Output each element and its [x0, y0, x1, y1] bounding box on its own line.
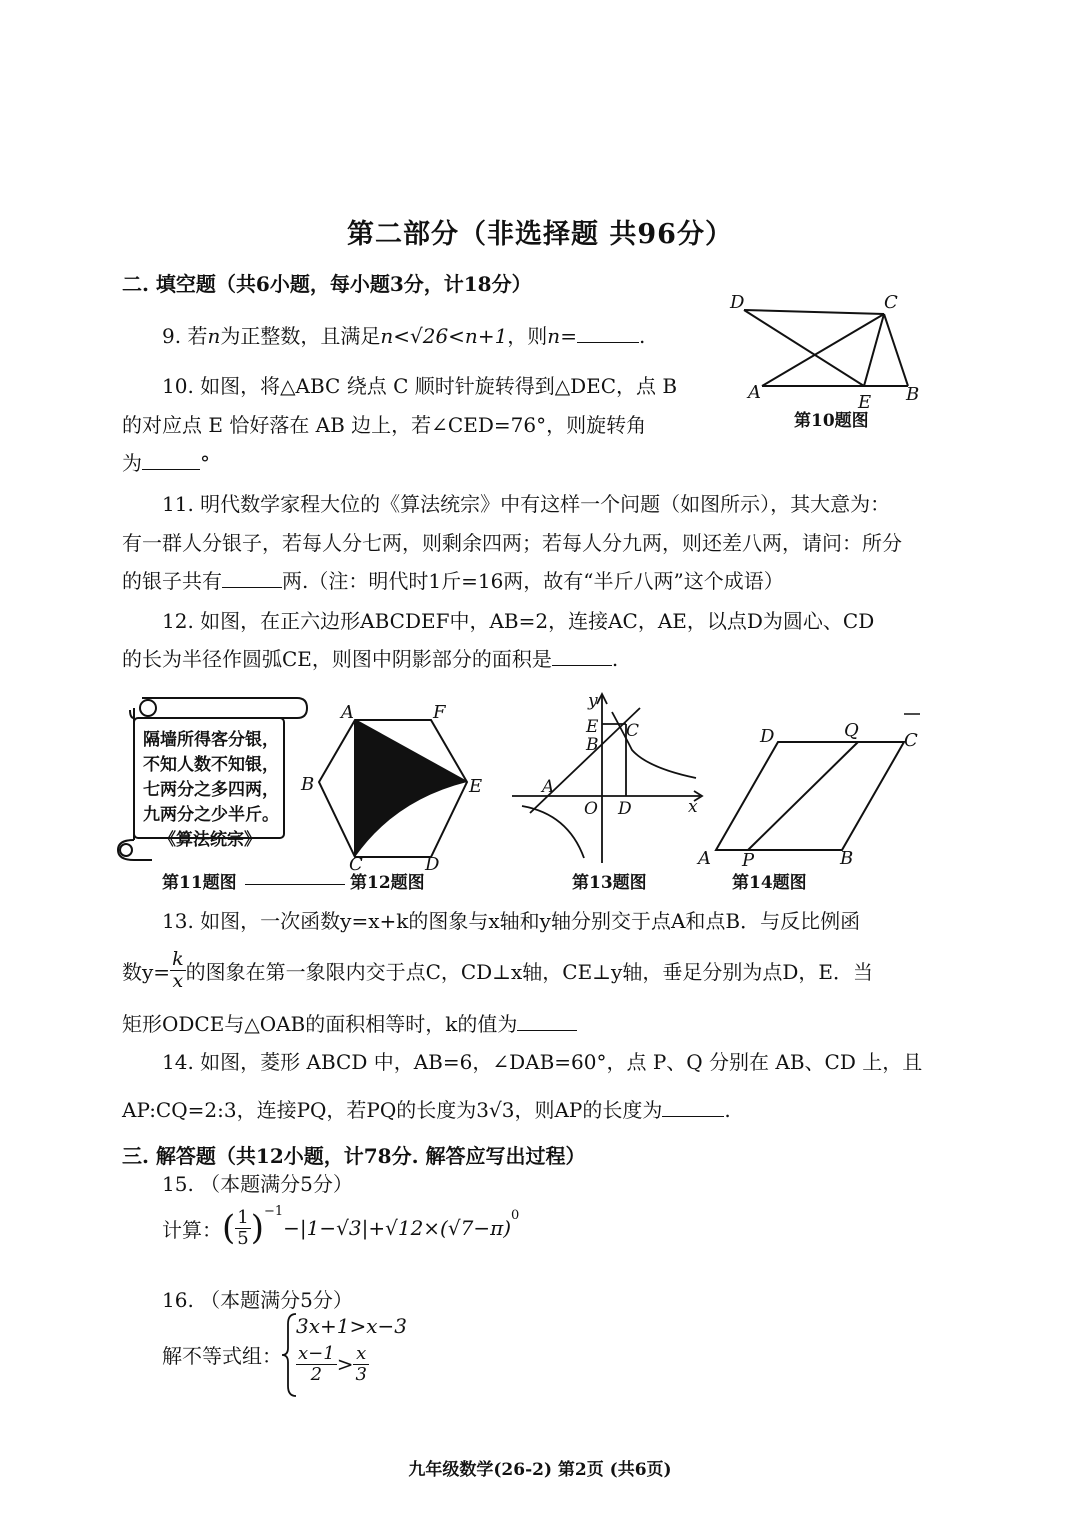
section2-heading: 二. 填空题（共6小题，每小题3分，计18分）	[122, 272, 532, 296]
q14-answer-blank[interactable]	[662, 1115, 724, 1117]
q10-answer-blank[interactable]	[142, 468, 200, 470]
q15-title: 15. （本题满分5分）	[162, 1172, 353, 1196]
q9-var-n2: n	[547, 324, 561, 348]
fig13-label-C: C	[626, 721, 640, 741]
fig13-label-y: y	[588, 691, 598, 711]
fig14-label-Q: Q	[844, 720, 859, 741]
q12-line2	[122, 643, 618, 672]
figure-14	[692, 700, 932, 870]
fig13-hyperbola-q3	[522, 806, 584, 858]
q13-line2	[122, 942, 873, 998]
q16-row2	[296, 1344, 369, 1385]
q12-line1: 12. 如图，在正六边形ABCDEF中，AB=2，连接AC，AE，以点D为圆心、CD	[162, 609, 875, 633]
q9-end: .	[638, 324, 646, 348]
section3-heading: 三. 解答题（共12小题，计78分. 解答应写出过程）	[122, 1144, 586, 1168]
q13-fraction-k-over-x	[170, 949, 186, 992]
q14-post: .	[724, 1098, 731, 1122]
q12-pre: 的长为半径作圆弧CE，则图中阴影部分的面积是	[122, 647, 552, 671]
q11-answer-blank[interactable]	[222, 586, 282, 588]
fig11-caption: 第11题图	[162, 873, 237, 893]
fig14-label-P: P	[742, 850, 755, 870]
fig10-label-E: E	[858, 392, 872, 413]
page-footer: 九年级数学(26-2) 第2页 (共6页)	[408, 1460, 672, 1480]
fig12-label-D: D	[425, 854, 440, 872]
q9-tail: ，则	[507, 324, 548, 348]
scroll-line-2: 不知人数不知银，	[143, 755, 279, 775]
q16-label: 解不等式组：	[162, 1344, 282, 1368]
fig10-segment-CB	[884, 314, 908, 386]
fig13-caption: 第13题图	[572, 873, 647, 893]
fig10-segment-AC	[762, 314, 884, 386]
fig14-label-D: D	[760, 726, 775, 747]
fig12-label-E: E	[469, 776, 483, 797]
q15-paren-close: )	[250, 1208, 264, 1248]
fig14-label-B: B	[840, 848, 854, 869]
fig10-segment-DE	[744, 310, 864, 386]
fig13-label-D: D	[618, 799, 632, 819]
fig13-label-A: A	[542, 777, 555, 797]
fig14-label-A: A	[698, 848, 711, 869]
q15-rest: −|1−√3|+√12×(√7−π)	[283, 1216, 512, 1240]
q9-answer-blank[interactable]	[577, 341, 639, 343]
q11-line3	[122, 565, 784, 594]
scroll-text	[143, 728, 279, 853]
q15-fraction	[235, 1208, 250, 1249]
fig12-label-C: C	[349, 854, 363, 872]
figure-13	[508, 688, 708, 866]
figure-10	[722, 286, 932, 436]
fig13-label-O: O	[584, 799, 598, 819]
q9-prefix: 9. 若	[162, 324, 208, 348]
fig10-label-D: D	[730, 292, 745, 313]
q15-expression	[162, 1200, 519, 1256]
q13-line3	[122, 1008, 577, 1037]
q13-answer-blank[interactable]	[517, 1029, 577, 1031]
q10-line1: 10. 如图，将△ABC 绕点 C 顺时针旋转得到△DEC，点 B	[162, 374, 678, 398]
fig10-segment-DC	[744, 310, 884, 314]
q11-post: 两.（注：明代时1斤=16两，故有“半斤八两”这个成语）	[282, 569, 784, 593]
q16-frac1-num: x−1	[298, 1343, 335, 1364]
q13-pre: 数y=	[122, 959, 171, 984]
q13-frac-den: x	[172, 969, 184, 992]
q15-frac-den: 5	[237, 1227, 249, 1249]
q15-label: 计算：	[162, 1217, 222, 1242]
scroll-line-3: 七两分之多四两，	[143, 780, 279, 800]
q13-frac-num: k	[172, 947, 184, 970]
q16-title: 16. （本题满分5分）	[162, 1288, 353, 1312]
fig12-label-F: F	[433, 702, 446, 723]
fig14-segment-PQ	[748, 742, 858, 850]
fig10-label-C: C	[884, 292, 898, 313]
q16-frac2-den: 3	[355, 1363, 367, 1385]
q16-op: >	[336, 1352, 354, 1377]
q13-post: 的图象在第一象限内交于点C，CD⊥x轴，CE⊥y轴，垂足分别为点D，E．当	[185, 959, 873, 984]
q15-exponent: −1	[263, 1204, 284, 1219]
fig10-label-A: A	[748, 382, 761, 403]
q15-frac-num: 1	[237, 1206, 249, 1228]
fig10-caption: 第10题图	[794, 411, 869, 431]
fig10-label-B: B	[906, 384, 920, 405]
fig14-caption: 第14题图	[732, 873, 807, 893]
q10-line2: 的对应点 E 恰好落在 AB 边上，若∠CED=76°，则旋转角	[122, 413, 647, 437]
q14-line1: 14. 如图，菱形 ABCD 中，AB=6，∠DAB=60°，点 P、Q 分别在 AB、CD 上，且	[162, 1050, 923, 1074]
q9-var-n: n	[207, 324, 221, 348]
q12-answer-blank[interactable]	[552, 664, 612, 666]
q15-exponent-zero: 0	[511, 1208, 520, 1223]
q9-inequality: n<√26<n+1	[380, 324, 508, 348]
q11-pre: 的银子共有	[122, 569, 222, 593]
scroll-line-4: 九两分之少半斤。	[143, 805, 279, 825]
q9-mid: 为正整数，且满足	[220, 324, 381, 348]
q9-eq: =	[560, 324, 577, 348]
q11-line2: 有一群人分银子，若每人分七两，则剩余四两；若每人分九两，则还差八两，请问：所分	[122, 531, 902, 555]
question-9	[162, 320, 645, 349]
q14-pre: AP:CQ=2:3，连接PQ，若PQ的长度为3√3，则AP的长度为	[122, 1098, 663, 1122]
part-title: 第二部分（非选择题 共96分）	[347, 219, 733, 250]
fig12-label-A: A	[341, 702, 354, 723]
scroll-line-5: 《算法统宗》	[159, 830, 261, 850]
q10-pre: 为	[122, 451, 142, 475]
fig13-label-B: B	[586, 735, 599, 755]
q10-line3	[122, 447, 210, 476]
q10-post: °	[200, 451, 210, 475]
scroll-line-1: 隔墙所得客分银，	[143, 730, 279, 750]
q14-line2	[122, 1094, 731, 1123]
fig14-rhombus	[716, 742, 904, 850]
q13-pre3: 矩形ODCE与△OAB的面积相等时，k的值为	[122, 1012, 518, 1036]
q16-row1: 3x+1>x−3	[296, 1314, 408, 1338]
q15-paren-open: (	[222, 1208, 236, 1248]
fig12-caption: 第12题图	[350, 873, 425, 893]
q13-line1: 13. 如图，一次函数y=x+k的图象与x轴和y轴分别交于点A和点B．与反比例函	[162, 909, 861, 933]
fig12-label-B: B	[301, 774, 315, 795]
figure-12	[295, 700, 495, 872]
q11-line1: 11. 明代数学家程大位的《算法统宗》中有这样一个问题（如图所示），其大意为：	[162, 492, 891, 516]
q16-frac1-den: 2	[310, 1363, 323, 1385]
scroll-top-roll	[142, 698, 307, 718]
q12-post: .	[611, 647, 619, 671]
q16-frac-right	[353, 1344, 368, 1385]
q16-frac2-num: x	[353, 1344, 368, 1365]
q16-frac-left	[296, 1344, 337, 1385]
fig12-shaded-region	[355, 720, 467, 857]
fig13-label-E: E	[586, 717, 599, 737]
fig13-label-x: x	[688, 797, 698, 817]
caption-divider	[245, 884, 345, 885]
fig14-label-C: C	[904, 730, 918, 751]
